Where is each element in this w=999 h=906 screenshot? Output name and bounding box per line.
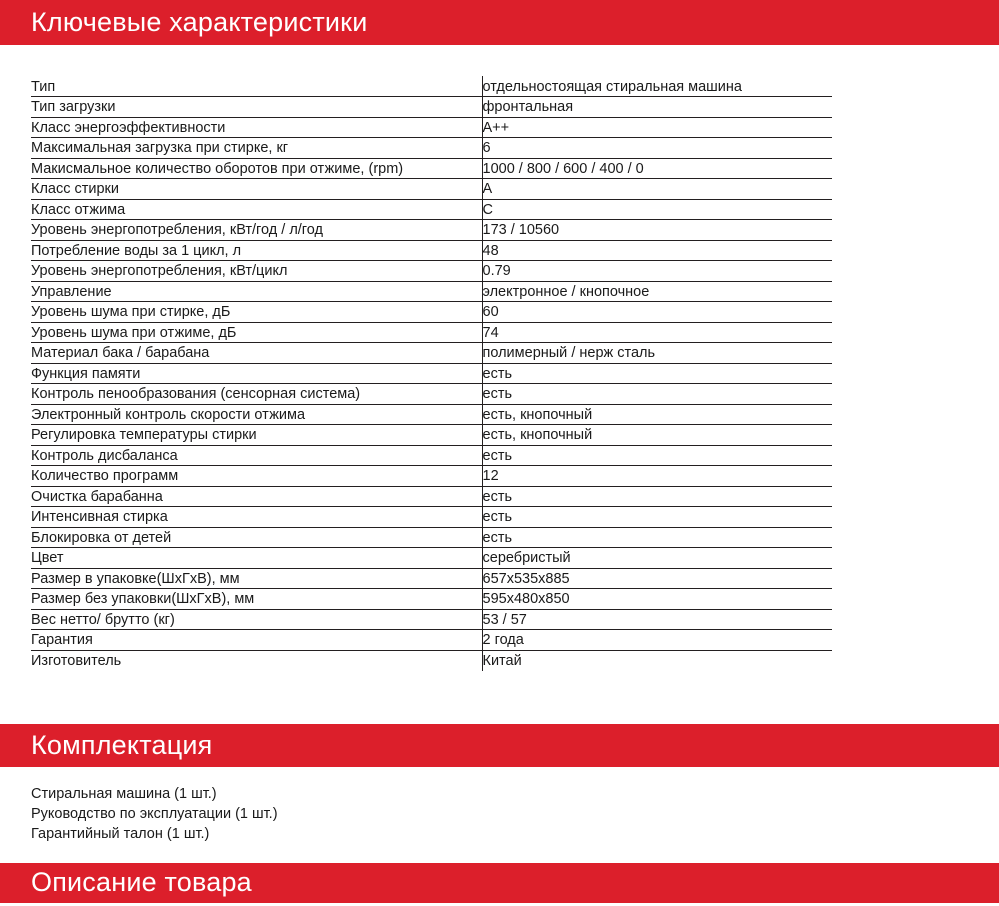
specs-table-row [31, 281, 832, 302]
specs-table-row [31, 384, 832, 405]
specs-table-row [31, 527, 832, 548]
specs-table-row [31, 138, 832, 159]
specs-table-row [31, 548, 832, 569]
spec-value: C [482, 199, 832, 220]
specs-table-row [31, 630, 832, 651]
spec-label: Класс стирки [31, 179, 482, 200]
spec-label: Класс отжима [31, 199, 482, 220]
spec-label: Размер без упаковки(ШхГхВ), мм [31, 589, 482, 610]
specs-table-row [31, 568, 832, 589]
spec-label: Очистка барабанна [31, 486, 482, 507]
spec-label: Тип [31, 76, 482, 97]
spec-label: Регулировка температуры стирки [31, 425, 482, 446]
specs-section-title: Ключевые характеристики [31, 7, 368, 37]
specs-table-row [31, 97, 832, 118]
specs-table-row [31, 261, 832, 282]
spec-label: Уровень энергопотребления, кВт/цикл [31, 261, 482, 282]
spec-label: Максимальная загрузка при стирке, кг [31, 138, 482, 159]
spec-value: 53 / 57 [482, 609, 832, 630]
spec-value: 0.79 [482, 261, 832, 282]
spec-label: Материал бака / барабана [31, 343, 482, 364]
spec-value: 657x535x885 [482, 568, 832, 589]
specs-table-row [31, 322, 832, 343]
spec-label: Тип загрузки [31, 97, 482, 118]
spec-label: Количество программ [31, 466, 482, 487]
spec-label: Класс энергоэффективности [31, 117, 482, 138]
spec-value: 2 года [482, 630, 832, 651]
spec-value: есть [482, 363, 832, 384]
spec-label: Контроль дисбаланса [31, 445, 482, 466]
spec-label: Электронный контроль скорости отжима [31, 404, 482, 425]
specs-table-row [31, 507, 832, 528]
spec-label: Контроль пенообразования (сенсорная система) [31, 384, 482, 405]
spec-label: Уровень шума при стирке, дБ [31, 302, 482, 323]
spec-value: есть [482, 507, 832, 528]
package-section-title: Комплектация [31, 729, 213, 760]
package-contents-list [0, 767, 999, 844]
spec-value: 6 [482, 138, 832, 159]
specs-table-row [31, 466, 832, 487]
spec-label: Макисмальное количество оборотов при отжиме, (rpm) [31, 158, 482, 179]
specs-table-row [31, 425, 832, 446]
spec-value: есть, кнопочный [482, 425, 832, 446]
spec-value: 12 [482, 466, 832, 487]
specs-table-row [31, 158, 832, 179]
spec-value: есть [482, 486, 832, 507]
spec-value: 74 [482, 322, 832, 343]
spec-value: есть [482, 384, 832, 405]
description-section-banner [0, 863, 999, 903]
spec-label: Вес нетто/ брутто (кг) [31, 609, 482, 630]
specs-section-banner [0, 0, 999, 45]
spacer-below-list [0, 844, 999, 863]
specs-table-row [31, 117, 832, 138]
specs-table-row [31, 486, 832, 507]
specs-table-body [31, 76, 832, 671]
specs-table-row [31, 650, 832, 671]
specs-table-row [31, 220, 832, 241]
spec-value: фронтальная [482, 97, 832, 118]
spec-value: A [482, 179, 832, 200]
spec-value: серебристый [482, 548, 832, 569]
package-list-item: Гарантийный талон (1 шт.) [31, 825, 210, 842]
spec-value: отдельностоящая стиральная машина [482, 76, 832, 97]
spec-label: Управление [31, 281, 482, 302]
specs-table-row [31, 302, 832, 323]
spec-value: 1000 / 800 / 600 / 400 / 0 [482, 158, 832, 179]
spec-value: есть [482, 527, 832, 548]
specs-table-row [31, 609, 832, 630]
specs-table-row [31, 404, 832, 425]
spec-value: 173 / 10560 [482, 220, 832, 241]
spec-value: 595x480x850 [482, 589, 832, 610]
specs-table-row [31, 343, 832, 364]
spec-label: Цвет [31, 548, 482, 569]
spec-value: 48 [482, 240, 832, 261]
spec-label: Уровень энергопотребления, кВт/год / л/год [31, 220, 482, 241]
package-section-banner [0, 724, 999, 767]
specs-table-container [0, 45, 999, 671]
spec-value: A++ [482, 117, 832, 138]
specs-table-row [31, 363, 832, 384]
spec-label: Потребление воды за 1 цикл, л [31, 240, 482, 261]
spacer-below-table [0, 671, 999, 724]
specs-table-row [31, 240, 832, 261]
spec-label: Функция памяти [31, 363, 482, 384]
specs-table-row [31, 179, 832, 200]
spec-label: Гарантия [31, 630, 482, 651]
specs-table-row [31, 445, 832, 466]
spec-value: есть [482, 445, 832, 466]
specs-table-row [31, 199, 832, 220]
spec-value: Китай [482, 653, 522, 669]
spec-value: полимерный / нерж сталь [482, 343, 832, 364]
description-section-title: Описание товара [31, 867, 252, 897]
specs-table-row [31, 76, 832, 97]
spec-value: электронное / кнопочное [482, 281, 832, 302]
spec-value: есть, кнопочный [482, 404, 832, 425]
package-list-item: Руководство по эксплуатации (1 шт.) [31, 805, 278, 822]
spec-label: Интенсивная стирка [31, 507, 482, 528]
spec-value: 60 [482, 302, 832, 323]
specs-table [31, 76, 832, 671]
specs-table-row [31, 589, 832, 610]
spec-label: Изготовитель [31, 650, 482, 671]
spec-label: Размер в упаковке(ШхГхВ), мм [31, 568, 482, 589]
spec-label: Блокировка от детей [31, 527, 482, 548]
spec-label: Уровень шума при отжиме, дБ [31, 322, 482, 343]
package-list-item: Стиральная машина (1 шт.) [31, 785, 217, 802]
